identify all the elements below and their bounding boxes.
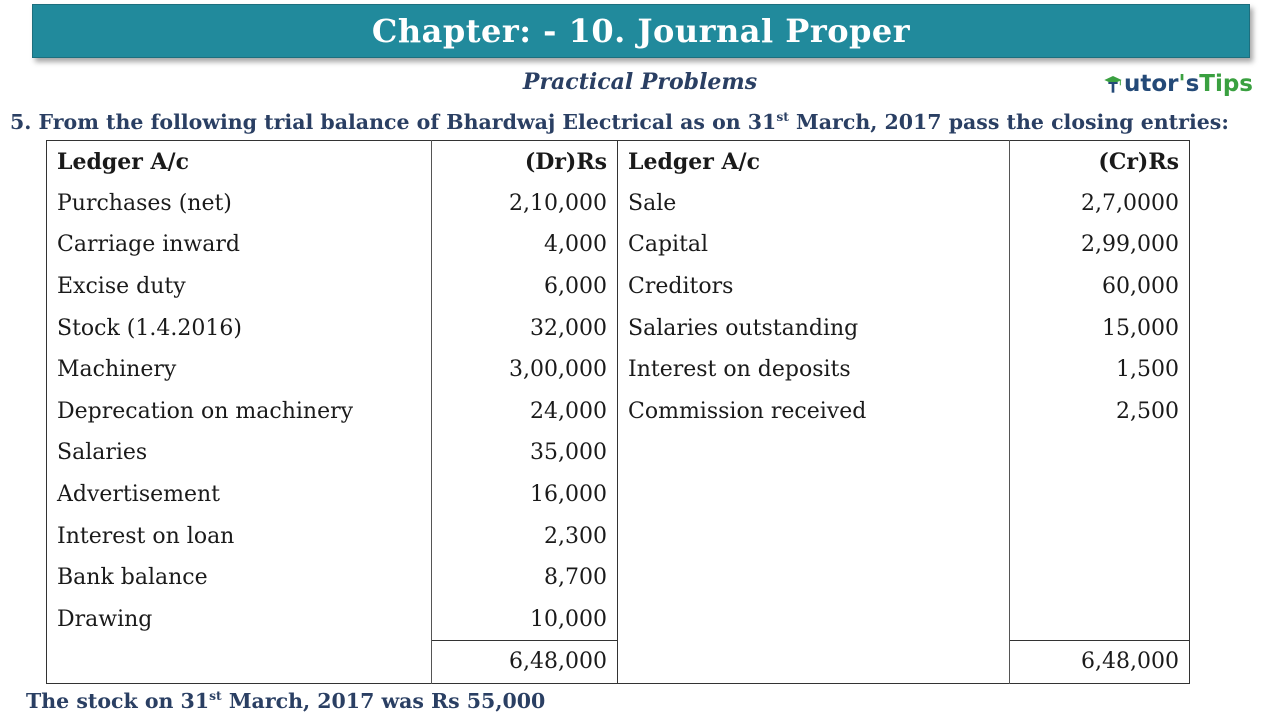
- table-row: [47, 599, 1190, 641]
- closing-stock-note: [26, 689, 1266, 713]
- table-row: [47, 391, 1190, 433]
- chapter-banner: [32, 4, 1250, 58]
- dr-amount-cell: 8,700: [432, 557, 618, 599]
- question-text: [10, 110, 1270, 134]
- table-row: [47, 266, 1190, 308]
- logo-text-tips: Tips: [1199, 71, 1253, 97]
- total-dr-amount: 6,48,000: [432, 641, 618, 684]
- cr-ledger-cell: Creditors: [618, 266, 1010, 308]
- graduation-cap-icon: [1103, 69, 1123, 99]
- cr-amount-cell: [1010, 432, 1190, 474]
- totals-row: [47, 641, 1190, 684]
- tutors-tips-logo: [1103, 66, 1253, 102]
- table-row: [47, 183, 1190, 225]
- header-cr-ledger: Ledger A/c: [618, 141, 1010, 183]
- cr-amount-cell: [1010, 557, 1190, 599]
- dr-amount-cell: 10,000: [432, 599, 618, 641]
- total-cr-amount: 6,48,000: [1010, 641, 1190, 684]
- chapter-title: Chapter: - 10. Journal Proper: [371, 12, 911, 50]
- cr-ledger-cell: [618, 599, 1010, 641]
- cr-amount-cell: 2,99,000: [1081, 232, 1179, 258]
- dr-ledger-cell: Carriage inward: [47, 224, 432, 266]
- header-dr-amount: (Dr)Rs: [432, 141, 618, 183]
- cr-amount-cell: 2,500: [1116, 398, 1179, 424]
- dr-ledger-cell: Excise duty: [47, 266, 432, 308]
- cr-ledger-cell: [618, 515, 1010, 557]
- cr-amount-cell: 60,000: [1102, 274, 1179, 300]
- dr-amount-cell: 35,000: [432, 432, 618, 474]
- dr-ledger-cell: Salaries: [47, 432, 432, 474]
- cr-amount-cell: [1010, 474, 1190, 516]
- logo-text-apostrophe: ': [1178, 71, 1186, 97]
- dr-amount-cell: 32,000: [432, 307, 618, 349]
- cr-amount-cell: [1010, 515, 1190, 557]
- totals-cr-ledger-cell: [618, 641, 1010, 684]
- header-dr-ledger: Ledger A/c: [47, 141, 432, 183]
- totals-dr-ledger-cell: [47, 641, 432, 684]
- dr-ledger-cell: Drawing: [47, 599, 432, 641]
- cr-ledger-cell: Capital: [618, 224, 1010, 266]
- logo-text-utor: utor: [1124, 71, 1179, 97]
- question-suffix: March, 2017 pass the closing entries:: [788, 110, 1229, 134]
- dr-amount-cell: 2,300: [432, 515, 618, 557]
- dr-amount-cell: 3,00,000: [432, 349, 618, 391]
- cr-amount-cell: [1010, 599, 1190, 641]
- logo-text-s: s: [1185, 71, 1200, 97]
- table-row: [47, 307, 1190, 349]
- cr-amount-cell: 2,7,0000: [1081, 190, 1179, 216]
- table-row: [47, 224, 1190, 266]
- cr-ledger-cell: [618, 432, 1010, 474]
- cr-ledger-cell: Salaries outstanding: [618, 307, 1010, 349]
- cr-amount-cell: 1,500: [1116, 357, 1179, 383]
- table-row: [47, 349, 1190, 391]
- table-header-row: [47, 141, 1190, 183]
- dr-ledger-cell: Machinery: [47, 349, 432, 391]
- table-row: [47, 474, 1190, 516]
- table-row: [47, 557, 1190, 599]
- dr-ledger-cell: Deprecation on machinery: [47, 391, 432, 433]
- cr-amount-cell: 15,000: [1102, 315, 1179, 341]
- question-sup: st: [776, 109, 789, 125]
- dr-amount-cell: 6,000: [432, 266, 618, 308]
- cr-ledger-cell: [618, 557, 1010, 599]
- dr-amount-cell: 24,000: [432, 391, 618, 433]
- cr-ledger-cell: [618, 474, 1010, 516]
- table-row: [47, 432, 1190, 474]
- dr-amount-cell: 4,000: [432, 224, 618, 266]
- note-suffix: March, 2017 was Rs 55,000: [221, 689, 546, 713]
- dr-ledger-cell: Interest on loan: [47, 515, 432, 557]
- dr-amount-cell: 16,000: [432, 474, 618, 516]
- trial-balance-table: [46, 140, 1190, 684]
- cr-ledger-cell: Commission received: [618, 391, 1010, 433]
- cr-ledger-cell: Interest on deposits: [618, 349, 1010, 391]
- dr-ledger-cell: Advertisement: [47, 474, 432, 516]
- question-prefix: 5. From the following trial balance of Bhardwaj Electrical as on 31: [10, 110, 777, 134]
- dr-ledger-cell: Bank balance: [47, 557, 432, 599]
- dr-ledger-cell: Stock (1.4.2016): [47, 307, 432, 349]
- dr-amount-cell: 2,10,000: [432, 183, 618, 225]
- section-subtitle: Practical Problems: [522, 69, 758, 95]
- table-row: [47, 515, 1190, 557]
- header-cr-amount: (Cr)Rs: [1098, 148, 1179, 175]
- note-prefix: The stock on 31: [26, 689, 210, 713]
- cr-ledger-cell: Sale: [618, 183, 1010, 225]
- note-sup: st: [209, 688, 222, 704]
- dr-ledger-cell: Purchases (net): [47, 183, 432, 225]
